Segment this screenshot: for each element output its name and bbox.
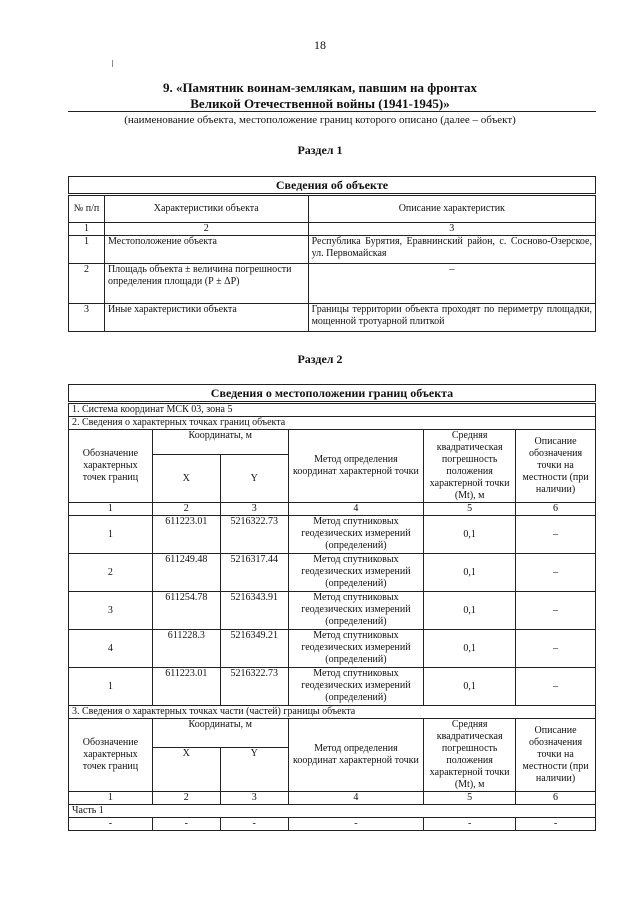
table-row	[69, 592, 596, 630]
col-number-6: 6	[516, 792, 596, 805]
row-description: Республика Бурятия, Еравнинский район, с. Сосново-Озерское, ул. Первомайская	[308, 236, 595, 264]
point-y: 5216349.21	[220, 630, 288, 668]
points-section-line: 2. Сведения о характерных точках границ объекта	[69, 417, 596, 430]
col-number-1: 1	[69, 792, 153, 805]
point-x: 611249.48	[152, 554, 220, 592]
part-cell: -	[220, 818, 288, 831]
header-coordinates: Координаты, м	[152, 430, 288, 455]
point-description: –	[516, 668, 596, 706]
header3-y: Y	[220, 748, 288, 792]
header3-x: X	[152, 748, 220, 792]
part-cell: -	[424, 818, 516, 831]
point-accuracy: 0,1	[424, 592, 516, 630]
header-point-description: Описание обозначения точки на местности (при наличии)	[516, 430, 596, 503]
col-number-3: 3	[220, 792, 288, 805]
part-cell: -	[69, 818, 153, 831]
table-row	[69, 264, 596, 304]
col-number-6: 6	[516, 503, 596, 516]
point-method: Метод спутниковых геодезических измерений (определений)	[288, 554, 424, 592]
row-description: –	[308, 264, 595, 304]
row-number: 3	[69, 304, 105, 332]
point-method: Метод спутниковых геодезических измерений (определений)	[288, 592, 424, 630]
part-label: Часть 1	[69, 805, 596, 818]
header3-point-description: Описание обозначения точки на местности (при наличии)	[516, 719, 596, 792]
col-header-description: Описание характеристик	[308, 195, 595, 223]
header3-accuracy: Средняя квадратическая погрешность положения характерной точки (Mt), м	[424, 719, 516, 792]
point-y: 5216317.44	[220, 554, 288, 592]
header-x: X	[152, 455, 220, 503]
point-accuracy: 0,1	[424, 554, 516, 592]
point-accuracy: 0,1	[424, 668, 516, 706]
row-characteristic: Иные характеристики объекта	[104, 304, 308, 332]
table-row	[69, 668, 596, 706]
col-number-2: 2	[152, 792, 220, 805]
document-title-line1: 9. «Памятник воинам-землякам, павшим на фронтах	[162, 80, 478, 95]
document-subtitle: (наименование объекта, местоположение границ которого описано (далее – объект)	[124, 114, 516, 126]
point-x: 611223.01	[152, 516, 220, 554]
point-y: 5216322.73	[220, 668, 288, 706]
col-header-number: № п/п	[69, 195, 105, 223]
table-row	[69, 516, 596, 554]
header3-designation: Обозначение характерных точек границ	[69, 719, 153, 792]
point-method: Метод спутниковых геодезических измерений (определений)	[288, 668, 424, 706]
col-number-3: 3	[308, 223, 595, 236]
document-title-line2: Великой Отечественной войны (1941-1945)»	[190, 96, 450, 111]
point-accuracy: 0,1	[424, 630, 516, 668]
table-row	[69, 630, 596, 668]
part-cell: -	[516, 818, 596, 831]
point-description: –	[516, 630, 596, 668]
parts-section-line: 3. Сведения о характерных точках части (частей) границы объекта	[69, 706, 596, 719]
col-number-1: 1	[69, 223, 105, 236]
point-method: Метод спутниковых геодезических измерений (определений)	[288, 516, 424, 554]
point-description: –	[516, 554, 596, 592]
point-id: 1	[69, 668, 153, 706]
coordinate-system-line: 1. Система координат МСК 03, зона 5	[69, 403, 596, 417]
point-y: 5216343.91	[220, 592, 288, 630]
point-y: 5216322.73	[220, 516, 288, 554]
col-header-characteristics: Характеристики объекта	[104, 195, 308, 223]
point-id: 3	[69, 592, 153, 630]
row-description: Границы территории объекта проходят по периметру площадки, мощенной тротуарной плиткой	[308, 304, 595, 332]
part-cell: -	[288, 818, 424, 831]
header-designation: Обозначение характерных точек границ	[69, 430, 153, 503]
table-row	[69, 304, 596, 332]
col-number-4: 4	[288, 503, 424, 516]
point-description: –	[516, 592, 596, 630]
col-number-3: 3	[220, 503, 288, 516]
row-characteristic: Площадь объекта ± величина погрешности определения площади (Р ± ΔР)	[104, 264, 308, 304]
row-number: 2	[69, 264, 105, 304]
header3-coordinates: Координаты, м	[152, 719, 288, 748]
col-number-5: 5	[424, 503, 516, 516]
header-method: Метод определения координат характерной точки	[288, 430, 424, 503]
header-accuracy: Средняя квадратическая погрешность положения характерной точки (Mt), м	[424, 430, 516, 503]
header-y: Y	[220, 455, 288, 503]
table-row	[69, 236, 596, 264]
row-characteristic: Местоположение объекта	[104, 236, 308, 264]
point-id: 4	[69, 630, 153, 668]
boundary-table-title: Сведения о местоположении границ объекта	[69, 385, 596, 403]
point-method: Метод спутниковых геодезических измерений (определений)	[288, 630, 424, 668]
point-accuracy: 0,1	[424, 516, 516, 554]
row-number: 1	[69, 236, 105, 264]
section1-heading: Раздел 1	[297, 143, 343, 157]
point-id: 1	[69, 516, 153, 554]
col-number-2: 2	[152, 503, 220, 516]
header3-method: Метод определения координат характерной точки	[288, 719, 424, 792]
point-x: 611254.78	[152, 592, 220, 630]
point-id: 2	[69, 554, 153, 592]
point-description: –	[516, 516, 596, 554]
title-underline	[68, 111, 596, 112]
part-cell: -	[152, 818, 220, 831]
object-info-table-title: Сведения об объекте	[69, 177, 596, 195]
point-x: 611228.3	[152, 630, 220, 668]
col-number-5: 5	[424, 792, 516, 805]
col-number-1: 1	[69, 503, 153, 516]
col-number-2: 2	[104, 223, 308, 236]
section2-heading: Раздел 2	[297, 352, 343, 366]
scan-mark	[112, 60, 113, 67]
point-x: 611223.01	[152, 668, 220, 706]
col-number-4: 4	[288, 792, 424, 805]
page-number: 18	[314, 38, 326, 52]
boundary-location-table	[68, 384, 596, 831]
table-row	[69, 818, 596, 831]
object-info-table	[68, 176, 596, 332]
table-row	[69, 554, 596, 592]
